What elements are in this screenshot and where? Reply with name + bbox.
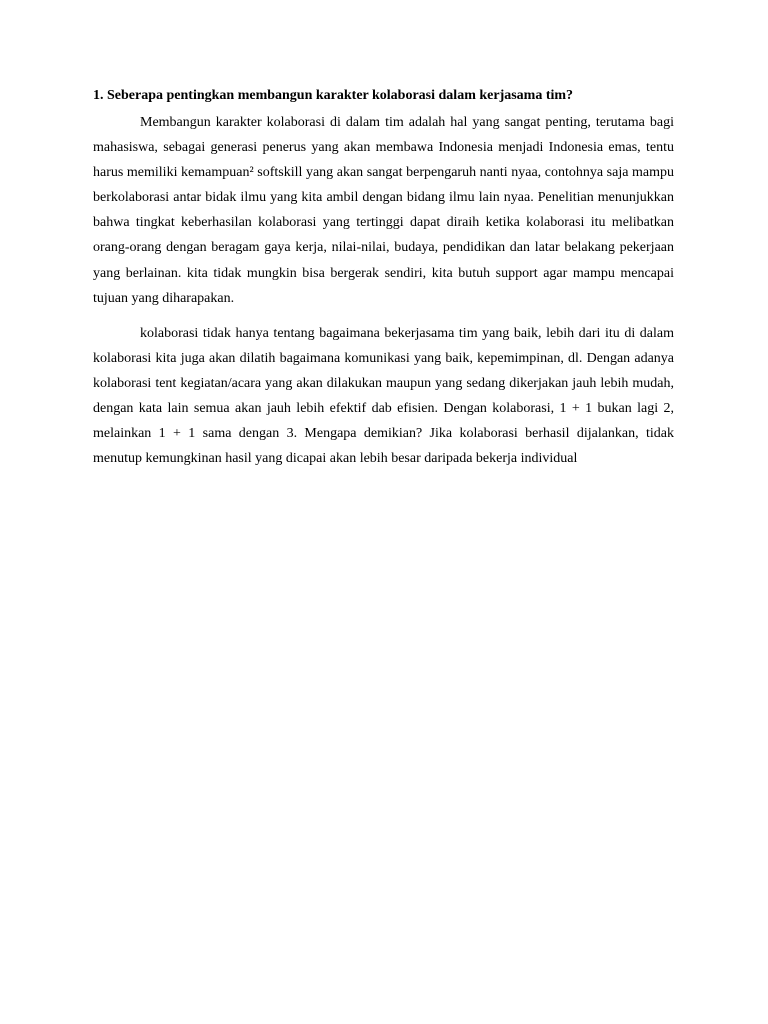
paragraph-1: Membangun karakter kolaborasi di dalam tim adalah hal yang sangat penting, terutama bagi mahasiswa, sebagai generasi penerus yang akan membawa Indonesia menjadi Indonesia emas, tentu harus memiliki kemampuan² softskill yang akan sangat berpengaruh nanti nyaa, contohnya saja mampu berkolaborasi antar bidak ilmu yang kita ambil dengan bidang ilmu lain nyaa. Penelitian menunjukkan bahwa tingkat keberhasilan kolaborasi yang tertinggi dapat diraih ketika kolaborasi itu melibatkan orang-orang dengan beragam gaya kerja, nilai-nilai, budaya, pendidikan dan latar belakang pekerjaan yang berlainan. kita tidak mungkin bisa bergerak sendiri, kita butuh support agar mampu mencapai tujuan yang diharapakan. (93, 115, 674, 306)
document-body (93, 86, 674, 471)
question-heading: 1. Seberapa pentingkan membangun karakter kolaborasi dalam kerjasama tim? (93, 88, 574, 103)
paragraph-2: kolaborasi tidak hanya tentang bagaimana bekerjasama tim yang baik, lebih dari itu di dalam kolaborasi kita juga akan dilatih bagaimana komunikasi yang baik, kepemimpinan, dl. Dengan adanya kolaborasi tent kegiatan/acara yang akan dilakukan maupun yang sedang dikerjakan jauh lebih mudah, dengan kata lain semua akan jauh lebih efektif dab efisien. Dengan kolaborasi, 1 + 1 bukan lagi 2, melainkan 1 + 1 sama dengan 3. Mengapa demikian? Jika kolaborasi berhasil dijalankan, tidak menutup kemungkinan hasil yang dicapai akan lebih besar daripada bekerja individual (93, 325, 674, 467)
